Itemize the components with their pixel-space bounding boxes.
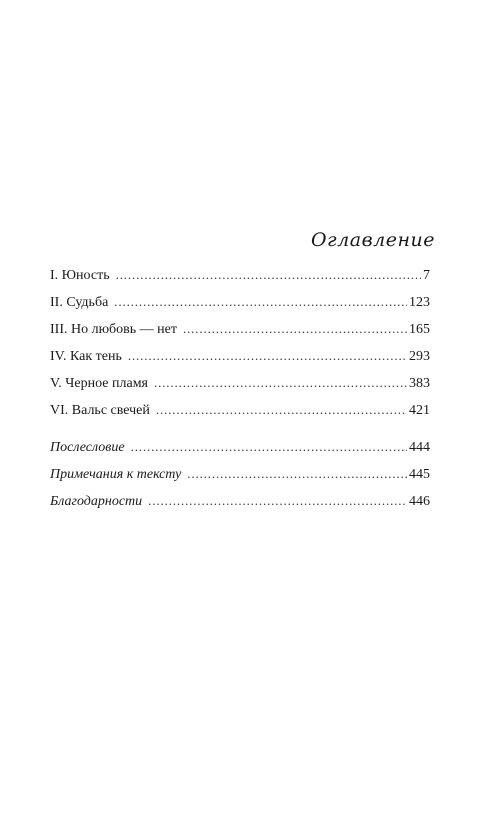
entry-page-number: 421	[409, 403, 430, 418]
toc-entry-chapter-5	[50, 375, 430, 402]
entry-page-number: 123	[409, 295, 430, 310]
toc-title: Оглавление	[310, 229, 435, 251]
dot-leader	[183, 321, 407, 337]
entry-page-number: 165	[409, 322, 430, 337]
entry-page-number: 445	[409, 467, 430, 482]
dot-leader	[156, 402, 407, 418]
entry-label: Благодарности	[50, 494, 143, 509]
entry-label: I. Юность	[50, 268, 110, 283]
entry-page-number: 383	[409, 376, 430, 391]
entry-page-number: 7	[423, 268, 430, 283]
table-of-contents	[50, 267, 430, 520]
dot-leader	[116, 267, 421, 283]
dot-leader	[187, 466, 407, 482]
dot-leader	[114, 294, 407, 310]
entry-label: V. Черное пламя	[50, 376, 148, 391]
toc-entry-chapter-6	[50, 402, 430, 429]
toc-entry-afterword	[50, 439, 430, 466]
entry-page-number: 444	[409, 440, 430, 455]
dot-leader	[148, 493, 407, 509]
dot-leader	[154, 375, 407, 391]
dot-leader	[128, 348, 407, 364]
toc-entry-chapter-2	[50, 294, 430, 321]
entry-label: II. Судьба	[50, 295, 109, 310]
entry-page-number: 293	[409, 349, 430, 364]
toc-entry-chapter-3	[50, 321, 430, 348]
entry-label: Примечания к тексту	[50, 467, 182, 482]
toc-entry-chapter-1	[50, 267, 430, 294]
toc-entry-acknowledgements	[50, 493, 430, 520]
toc-entry-chapter-4	[50, 348, 430, 375]
entry-page-number: 446	[409, 494, 430, 509]
toc-entry-notes	[50, 466, 430, 493]
entry-label: VI. Вальс свечей	[50, 403, 150, 418]
dot-leader	[131, 439, 407, 455]
entry-label: Послесловие	[50, 440, 125, 455]
entry-label: III. Но любовь — нет	[50, 322, 177, 337]
section-gap	[50, 429, 430, 439]
entry-label: IV. Как тень	[50, 349, 122, 364]
